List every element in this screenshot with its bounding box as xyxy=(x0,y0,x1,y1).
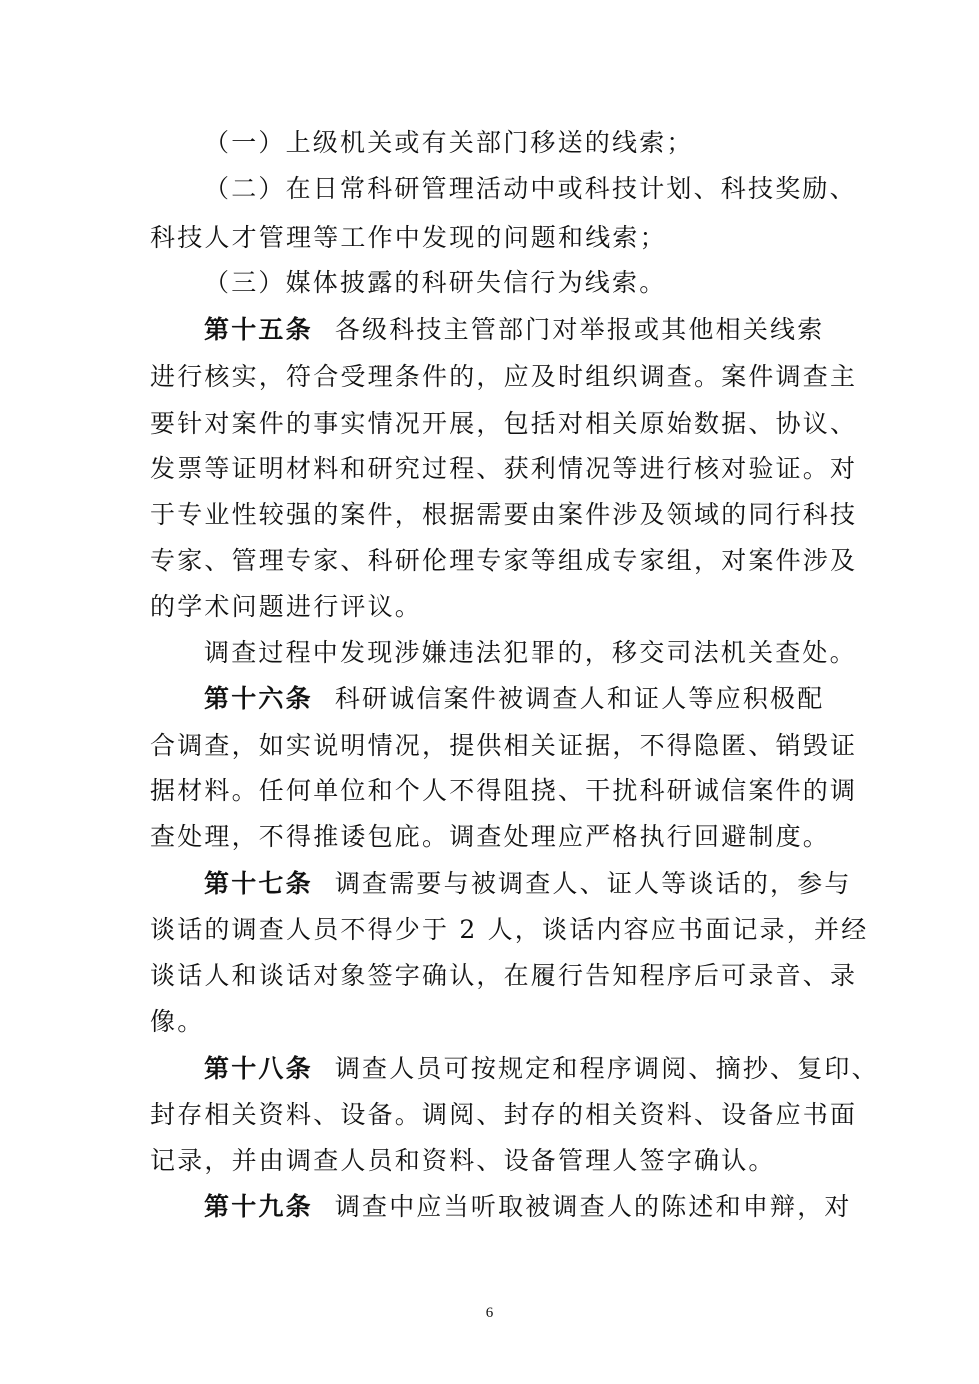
article-16-text: 科研诚信案件被调查人和证人等应积极配 xyxy=(334,684,825,713)
article-16-heading: 第十六条 xyxy=(204,684,313,713)
article-17-line xyxy=(204,869,852,899)
paragraph-line: 发票等证明材料和研究过程、获利情况等进行核对验证。对 xyxy=(150,454,858,483)
paragraph-line: 记录，并由调查人员和资料、设备管理人签字确认。 xyxy=(150,1146,776,1175)
article-15-heading: 第十五条 xyxy=(204,315,313,344)
paragraph-line: 合调查，如实说明情况，提供相关证据，不得隐匿、销毁证 xyxy=(150,731,858,760)
article-19-heading: 第十九条 xyxy=(204,1192,313,1221)
paragraph-line: 专家、管理专家、科研伦理专家等组成专家组，对案件涉及 xyxy=(150,546,858,575)
paragraph-line: 查处理，不得推诿包庇。调查处理应严格执行回避制度。 xyxy=(150,822,831,851)
page-number: 6 xyxy=(485,1305,494,1321)
article-17-text: 调查需要与被调查人、证人等谈话的，参与 xyxy=(334,869,852,898)
paragraph-line: 于专业性较强的案件，根据需要由案件涉及领域的同行科技 xyxy=(150,500,858,529)
article-16-line xyxy=(204,684,830,714)
article-18-line xyxy=(204,1054,879,1084)
paragraph-line: （二）在日常科研管理活动中或科技计划、科技奖励、 xyxy=(204,174,857,203)
article-15-line xyxy=(204,315,830,345)
article-19-text: 调查中应当听取被调查人的陈述和申辩，对 xyxy=(334,1192,852,1221)
paragraph-line: 谈话的调查人员不得少于 2 人，谈话内容应书面记录，并经 xyxy=(150,915,869,944)
paragraph-line: 调查过程中发现涉嫌违法犯罪的，移交司法机关查处。 xyxy=(204,638,857,667)
paragraph-line: 据材料。任何单位和个人不得阻挠、干扰科研诚信案件的调 xyxy=(150,776,858,805)
paragraph-line: 谈话人和谈话对象签字确认，在履行告知程序后可录音、录 xyxy=(150,961,858,990)
paragraph-line: 进行核实，符合受理条件的，应及时组织调查。案件调查主 xyxy=(150,362,858,391)
article-15-text: 各级科技主管部门对举报或其他相关线索 xyxy=(334,315,825,344)
paragraph-line: （一）上级机关或有关部门移送的线索； xyxy=(204,128,694,157)
paragraph-line: （三）媒体披露的科研失信行为线索。 xyxy=(204,268,667,297)
paragraph-line: 像。 xyxy=(150,1007,205,1036)
paragraph-line: 要针对案件的事实情况开展，包括对相关原始数据、协议、 xyxy=(150,409,858,438)
paragraph-line: 封存相关资料、设备。调阅、封存的相关资料、设备应书面 xyxy=(150,1100,858,1129)
article-18-heading: 第十八条 xyxy=(204,1054,313,1083)
paragraph-line: 科技人才管理等工作中发现的问题和线索； xyxy=(150,223,667,252)
article-19-line xyxy=(204,1192,852,1222)
article-17-heading: 第十七条 xyxy=(204,869,313,898)
article-18-text: 调查人员可按规定和程序调阅、摘抄、复印、 xyxy=(334,1054,879,1083)
paragraph-line: 的学术问题进行评议。 xyxy=(150,592,423,621)
